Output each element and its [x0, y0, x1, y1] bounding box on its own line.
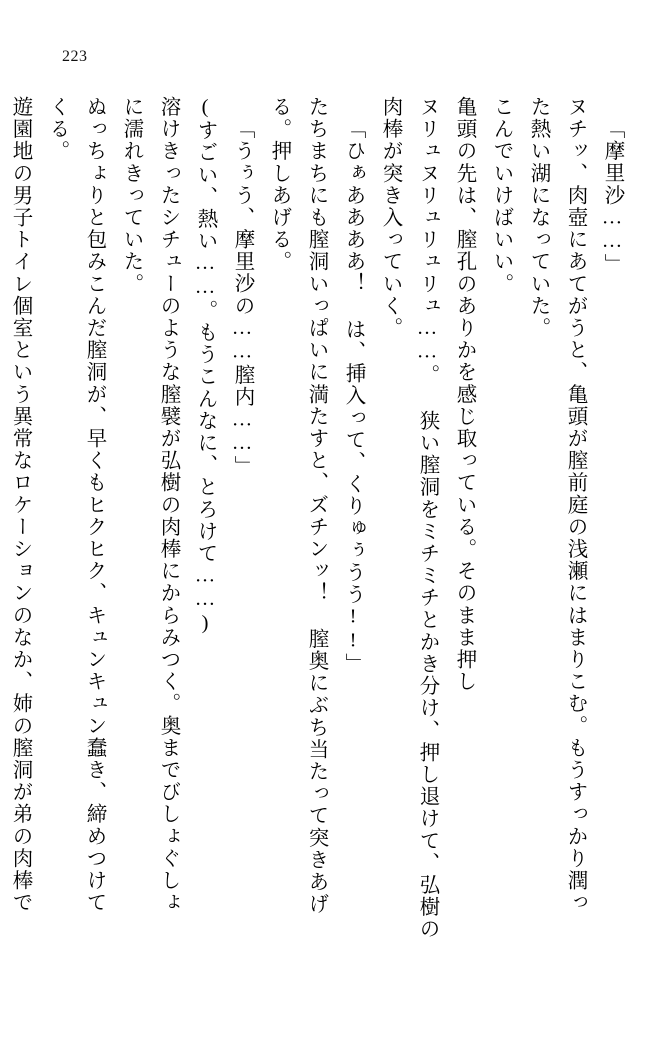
- text-column: くる。: [46, 96, 68, 163]
- text-column: ヌリュヌリュリュリュ……。 狭い膣洞をミチミチとかき分け、押し退けて、弘樹の: [416, 96, 438, 941]
- text-column: に濡れきっていた。: [120, 96, 142, 295]
- text-column: 亀頭の先は、膣孔のありかを感じ取っている。そのまま押し: [453, 96, 475, 693]
- page-number: 223: [62, 48, 88, 65]
- text-column: (すごい、熱い……。もうこんなに、とろけて……): [194, 96, 216, 636]
- text-column: たちまちにも膣洞いっぱいに満たすと、ズチンッ！ 膣奥にぶち当たって突きあげ: [305, 96, 327, 916]
- text-column: 「うぅう、摩里沙の……膣内……」: [231, 118, 253, 478]
- text-column: 「摩里沙……」: [601, 118, 623, 276]
- text-column: ヌチッ、肉壺にあてがうと、亀頭が膣前庭の浅瀬にはまりこむ。もうすっかり潤っ: [564, 96, 586, 914]
- vertical-text-body: [9, 96, 630, 1008]
- text-column: た熱い湖になっていた。: [527, 96, 549, 340]
- text-column: 溶けきったシチューのような膣襞が弘樹の肉棒にからみつく。奥までびしょぐしょ: [157, 96, 179, 914]
- text-column: る。押しあげる。: [268, 96, 290, 273]
- text-column: ぬっちょりと包みこんだ膣洞が、早くもヒクヒク、キュンキュン蠢き、締めつけて: [83, 96, 105, 914]
- text-column: 遊園地の男子トイレ個室という異常なロケーションのなか、姉の膣洞が弟の肉棒で: [9, 96, 31, 914]
- text-column: 「ひぁああああ！ は、挿入って、くりゅぅうう!!」: [342, 118, 364, 675]
- text-column: 肉棒が突き入っていく。: [379, 96, 401, 340]
- text-column: こんでいけばいい。: [490, 96, 512, 295]
